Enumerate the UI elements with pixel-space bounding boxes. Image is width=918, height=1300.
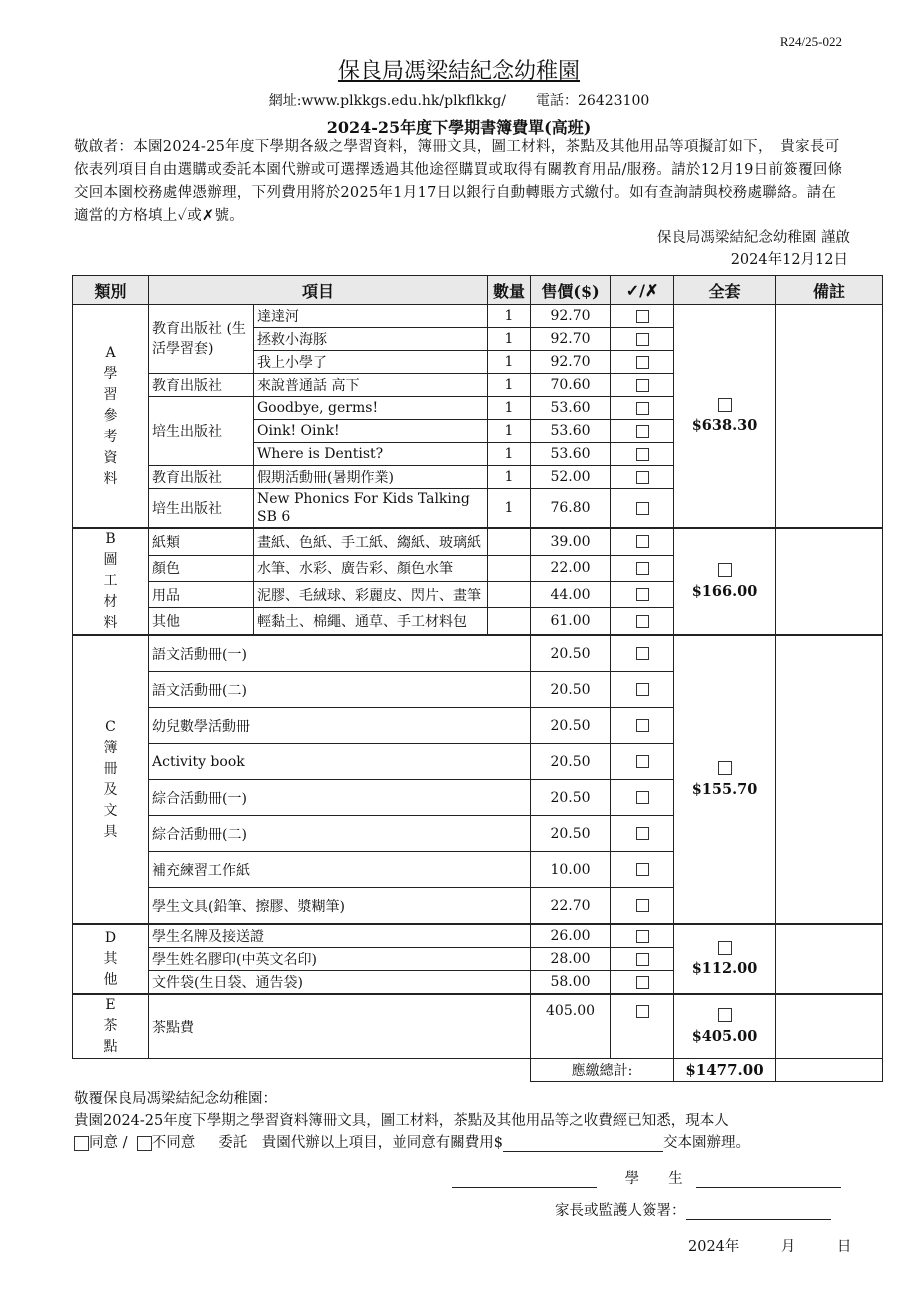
item-name: Goodbye, germs! [254,397,488,420]
total-remarks [776,1059,883,1082]
item-checkbox[interactable] [611,528,674,555]
remarks-b[interactable] [776,528,883,635]
total-value: $1477.00 [674,1059,776,1082]
set-price-e: $405.00 [674,994,776,1059]
item-qty: 1 [488,466,531,489]
item-name: 補充練習工作紙 [149,852,531,888]
item-price: 20.50 [531,708,611,744]
student-label: 學 生 [624,1171,683,1187]
publisher-cell: 教育出版社 (生活學習套) [149,305,254,374]
table-row [73,994,883,1059]
item-checkbox[interactable] [611,328,674,351]
material-type: 其他 [149,608,254,635]
item-price: 53.60 [531,443,611,466]
item-qty: 1 [488,420,531,443]
item-name: 泥膠、毛絨球、彩麗皮、閃片、畫筆 [254,581,488,607]
item-price: 10.00 [531,852,611,888]
item-price: 53.60 [531,420,611,443]
header-set: 全套 [674,276,776,305]
item-checkbox[interactable] [611,888,674,925]
set-price-a: $638.30 [674,305,776,529]
item-checkbox[interactable] [611,466,674,489]
total-label: 應繳總計: [531,1059,674,1082]
table-row [73,305,883,328]
header-check: ✓/✗ [611,276,674,305]
item-name: 綜合活動冊(一) [149,780,531,816]
item-price: 92.70 [531,351,611,374]
item-qty: 1 [488,443,531,466]
item-qty: 1 [488,351,531,374]
parent-signature-row [555,1199,831,1220]
item-checkbox[interactable] [611,816,674,852]
disagree-checkbox[interactable] [137,1136,152,1151]
item-price: 70.60 [531,374,611,397]
reply-salutation: 敬覆保良局馮梁結紀念幼稚園： [74,1091,277,1107]
publisher-cell: 培生出版社 [149,397,254,466]
remarks-d[interactable] [776,924,883,994]
signature-date: 2024年 月 日 [688,1239,852,1255]
item-price: 58.00 [531,971,611,995]
agree-checkbox[interactable] [74,1136,89,1151]
item-qty [488,608,531,635]
item-name: New Phonics For Kids Talking SB 6 [254,489,488,529]
disagree-label: 不同意 [151,1135,196,1151]
item-name: 我上小學了 [254,351,488,374]
item-name: 綜合活動冊(二) [149,816,531,852]
item-checkbox[interactable] [611,443,674,466]
category-d: D 其 他 [73,924,149,994]
category-e: E 茶 點 [73,994,149,1059]
item-checkbox[interactable] [611,555,674,581]
student-class-field[interactable] [452,1171,597,1188]
signoff-date: 2024年12月12日 [730,252,848,268]
item-checkbox[interactable] [611,635,674,672]
item-price: 92.70 [531,305,611,328]
item-qty [488,555,531,581]
set-price-d: $112.00 [674,924,776,994]
item-price: 22.00 [531,555,611,581]
website: 網址:www.plkkgs.edu.hk/plkflkkg/ [268,93,507,109]
set-checkbox[interactable] [718,941,732,955]
item-price: 20.50 [531,780,611,816]
item-checkbox[interactable] [611,374,674,397]
item-price: 92.70 [531,328,611,351]
item-name: 拯救小海豚 [254,328,488,351]
item-qty: 1 [488,305,531,328]
item-checkbox[interactable] [611,924,674,948]
item-price: 61.00 [531,608,611,635]
item-name: Activity book [149,744,531,780]
item-checkbox[interactable] [611,971,674,995]
item-price: 52.00 [531,466,611,489]
header-price: 售價($) [531,276,611,305]
item-price: 44.00 [531,581,611,607]
table-header [73,276,883,305]
item-checkbox[interactable] [611,305,674,328]
set-checkbox[interactable] [718,563,732,577]
item-name: 語文活動冊(一) [149,635,531,672]
item-name: 學生姓名膠印(中英文名印) [149,948,531,971]
item-name: 畫紙、色紙、手工紙、縐紙、玻璃紙 [254,528,488,555]
item-checkbox[interactable] [611,948,674,971]
item-price: 39.00 [531,528,611,555]
item-checkbox[interactable] [611,608,674,635]
material-type: 顏色 [149,555,254,581]
item-checkbox[interactable] [611,672,674,708]
student-name-field[interactable] [696,1171,841,1188]
item-checkbox[interactable] [611,489,674,529]
remarks-c[interactable] [776,635,883,924]
set-price-c: $155.70 [674,635,776,924]
item-qty: 1 [488,397,531,420]
item-price: 28.00 [531,948,611,971]
remarks-a[interactable] [776,305,883,529]
item-checkbox[interactable] [611,351,674,374]
item-price: 20.50 [531,816,611,852]
publisher-cell: 培生出版社 [149,489,254,529]
item-qty [488,581,531,607]
item-name: 學生文具(鉛筆、擦膠、漿糊筆) [149,888,531,925]
item-price: 22.70 [531,888,611,925]
amount-field[interactable] [503,1135,663,1152]
item-name: 學生名牌及接送證 [149,924,531,948]
item-name: 幼兒數學活動冊 [149,708,531,744]
item-price: 20.50 [531,672,611,708]
fee-table [72,275,883,1082]
form-title: 2024-25年度下學期書簿費單(高班) [326,118,592,137]
intro-paragraph: 敬啟者：本園2024-25年度下學期各級之學習資料，簿冊文具，圖工材料，茶點及其他用品等項擬訂如下， 貴家長可依表列項目自由選購或委託本園代辦或可選擇透過其他途徑購買或取得有關教育用品/服務。請於12月19日前簽覆回條交回本園校務處俾憑辦理，下列費用將於2025年1月17日以銀行自動轉賬方式繳付。如有查詢請與校務處聯絡。請在適當的方格填上✓或✗號。 [74,139,843,224]
remarks-e[interactable] [776,994,883,1059]
set-checkbox[interactable] [718,1008,732,1022]
item-name: 茶點費 [149,994,531,1059]
item-name: 達達河 [254,305,488,328]
publisher-cell: 教育出版社 [149,374,254,397]
parent-label: 家長或監護人簽署： [555,1203,686,1219]
phone: 電話：26423100 [536,93,650,109]
category-a: A 學 習 參 考 資 料 [73,305,149,529]
document-reference: R24/25-022 [779,34,842,49]
table-row [73,635,883,672]
item-checkbox[interactable] [611,744,674,780]
publisher-cell: 教育出版社 [149,466,254,489]
submit-text: 交本園辦理。 [663,1135,750,1151]
item-checkbox[interactable] [611,780,674,816]
table-row [73,528,883,555]
school-name: 保良局馮梁結紀念幼稚園 [337,59,580,84]
item-qty: 1 [488,328,531,351]
entrust-text: 委託 貴園代辦以上項目，並同意有關費用$ [218,1135,503,1151]
header-item: 項目 [149,276,488,305]
item-checkbox[interactable] [611,708,674,744]
set-checkbox[interactable] [718,398,732,412]
material-type: 紙類 [149,528,254,555]
category-c: C 簿 冊 及 文 具 [73,635,149,924]
item-price: 76.80 [531,489,611,529]
item-name: 假期活動冊(暑期作業) [254,466,488,489]
header-category: 類別 [73,276,149,305]
total-row [73,1059,883,1082]
item-price: 53.60 [531,397,611,420]
item-name: Oink! Oink! [254,420,488,443]
table-row [73,924,883,948]
item-checkbox[interactable] [611,397,674,420]
header-remarks: 備註 [776,276,883,305]
item-name: Where is Dentist? [254,443,488,466]
item-price: 20.50 [531,744,611,780]
set-price-b: $166.00 [674,528,776,635]
item-name: 輕黏土、棉繩、通草、手工材料包 [254,608,488,635]
item-qty: 1 [488,489,531,529]
item-name: 語文活動冊(二) [149,672,531,708]
set-checkbox[interactable] [718,761,732,775]
header-qty: 數量 [488,276,531,305]
item-name: 文件袋(生日袋、通告袋) [149,971,531,995]
item-qty [488,528,531,555]
item-checkbox[interactable] [611,994,674,1059]
item-name: 來說普通話 高下 [254,374,488,397]
contact-line [0,90,918,110]
parent-signature-field[interactable] [686,1203,831,1220]
agree-label: 同意 [89,1135,118,1151]
student-signature-row [452,1167,841,1188]
item-price: 20.50 [531,635,611,672]
item-name: 水筆、水彩、廣告彩、顏色水筆 [254,555,488,581]
item-qty: 1 [488,374,531,397]
signoff: 保良局馮梁結紀念幼稚園 謹啟 [656,230,850,246]
material-type: 用品 [149,581,254,607]
item-checkbox[interactable] [611,852,674,888]
category-b: B 圖 工 材 料 [73,528,149,635]
reply-consent: 同意 / 不同意 委託 貴園代辦以上項目，並同意有關費用$ 交本園辦理。 [74,1131,750,1152]
reply-statement: 貴園2024-25年度下學期之學習資料簿冊文具，圖工材料，茶點及其他用品等之收費經已知悉，現本人 [74,1113,729,1129]
item-price: 405.00 [531,994,611,1059]
item-checkbox[interactable] [611,581,674,607]
item-checkbox[interactable] [611,420,674,443]
item-price: 26.00 [531,924,611,948]
